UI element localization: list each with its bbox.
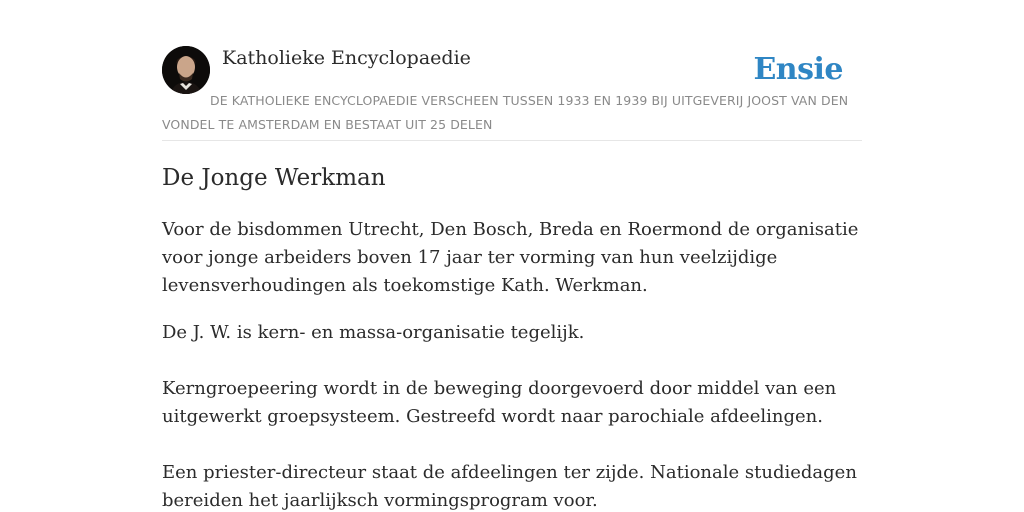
page-title: De Jonge Werkman xyxy=(162,165,386,191)
article-body xyxy=(162,216,862,512)
ensie-logo[interactable]: Ensie xyxy=(753,52,843,87)
article-paragraph: De J. W. is kern- en massa-organisatie tegelijk. xyxy=(162,322,585,343)
article-paragraph: Een priester-directeur staat de afdeelingen ter zijde. Nationale studiedagen bereiden het jaarlijksch vormingsprogram voor. xyxy=(162,462,857,511)
site-header xyxy=(162,46,862,141)
portrait-icon xyxy=(162,46,210,94)
avatar[interactable] xyxy=(162,46,210,94)
site-tagline: DE KATHOLIEKE ENCYCLOPAEDIE VERSCHEEN TUSSEN 1933 EN 1939 BIJ UITGEVERIJ JOOST VAN DEN VONDEL TE AMSTERDAM EN BESTAAT UIT 25 DELEN xyxy=(162,93,849,132)
article-paragraph: Voor de bisdommen Utrecht, Den Bosch, Breda en Roermond de organisatie voor jonge arbeiders boven 17 jaar ter vorming van hun veelzijdige levensverhoudingen als toekomstige Kath. Werkman. xyxy=(162,219,859,296)
article-paragraph: Kerngroepeering wordt in de beweging doorgevoerd door middel van een uitgewerkt groepsysteem. Gestreefd wordt naar parochiale afdeelingen. xyxy=(162,378,837,427)
site-name[interactable]: Katholieke Encyclopaedie xyxy=(222,47,471,69)
